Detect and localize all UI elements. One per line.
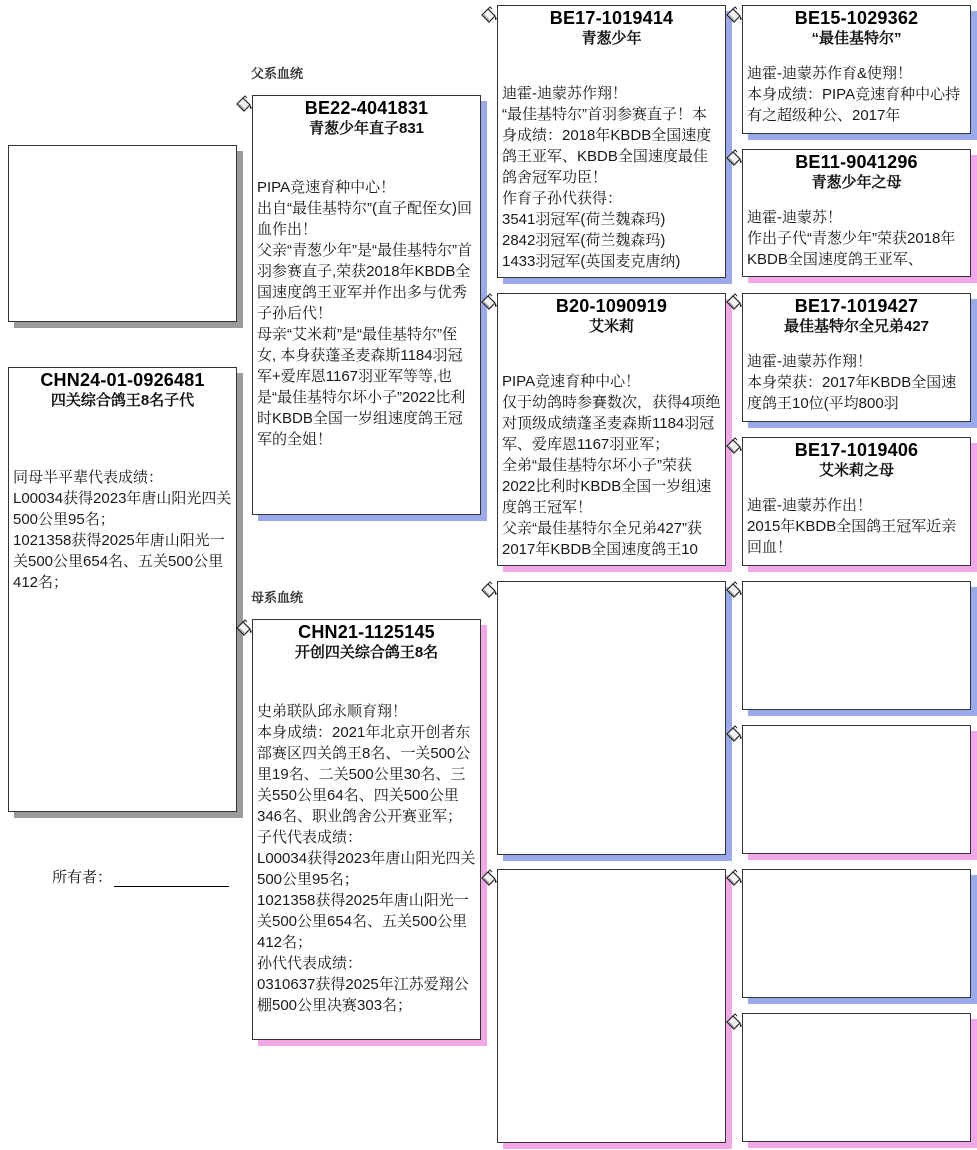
dam-card[interactable] bbox=[252, 619, 481, 1040]
sire-sire-dam-ring-number: BE11-9041296 bbox=[795, 152, 918, 172]
paint-bucket-icon[interactable] bbox=[480, 869, 498, 887]
dam-name: 开创四关综合鸽王8名 bbox=[294, 644, 439, 661]
sire-sire-dam-card[interactable] bbox=[742, 149, 971, 277]
paint-bucket-icon[interactable] bbox=[725, 293, 743, 311]
sire-sire-dam-name: 青葱少年之母 bbox=[811, 174, 902, 191]
sire-dam-dam-name: 艾米莉之母 bbox=[818, 462, 894, 479]
sire-ring-number: BE22-4041831 bbox=[304, 98, 429, 118]
paint-bucket-icon[interactable] bbox=[480, 6, 498, 24]
owner-field[interactable] bbox=[52, 866, 229, 887]
sire-name: 青葱少年直子831 bbox=[308, 120, 425, 137]
paint-bucket-icon[interactable] bbox=[235, 619, 253, 637]
sire-dam-card[interactable] bbox=[497, 293, 726, 566]
sire-dam-name: 艾米莉 bbox=[588, 318, 634, 335]
dam-dam-sire-card[interactable] bbox=[742, 869, 971, 998]
sire-dam-dam-description: 迪霍-迪蒙苏作出！ 2015年KBDB全国鸽王冠军近亲回血！ bbox=[747, 497, 957, 556]
subject-card[interactable] bbox=[8, 367, 237, 812]
sire-dam-ring-number: B20-1090919 bbox=[555, 296, 668, 316]
paint-bucket-icon[interactable] bbox=[480, 581, 498, 599]
sire-sire-sire-description: 迪霍-迪蒙苏作育&使翔！ 本身成绩：PIPA竞速育种中心持有之超级种公、2017年 bbox=[747, 65, 961, 124]
sire-sire-dam-description: 迪霍-迪蒙苏！ 作出子代“青葱少年”荣获2018年KBDB全国速度鸽王亚军、 bbox=[747, 209, 956, 268]
paternal-lineage-label: 父系血统 bbox=[251, 66, 304, 81]
subject-description: 同母半平辈代表成绩： L00034获得2023年唐山阳光四关500公里95名； 1021358获得2025年唐山阳光一关500公里654名、五关500公里412名； bbox=[13, 469, 232, 591]
paint-bucket-icon[interactable] bbox=[725, 581, 743, 599]
sire-card[interactable] bbox=[252, 95, 481, 515]
dam-dam-dam-card[interactable] bbox=[742, 1013, 971, 1142]
dam-sire-sire-card[interactable] bbox=[742, 581, 971, 710]
sire-dam-sire-description: 迪霍-迪蒙苏作翔！ 本身荣获：2017年KBDB全国速度鸽王10位(平均800羽 bbox=[747, 353, 957, 412]
sire-dam-sire-ring-number: BE17-1019427 bbox=[794, 296, 919, 316]
subject-ring-number: CHN24-01-0926481 bbox=[40, 370, 205, 390]
photo-placeholder[interactable] bbox=[8, 145, 237, 322]
paint-bucket-icon[interactable] bbox=[725, 725, 743, 743]
sire-dam-dam-card[interactable] bbox=[742, 437, 971, 566]
paint-bucket-icon[interactable] bbox=[725, 1013, 743, 1031]
owner-label: 所有者： bbox=[52, 869, 113, 886]
dam-sire-card[interactable] bbox=[497, 581, 726, 855]
owner-input-line[interactable] bbox=[114, 870, 229, 887]
sire-sire-description: 迪霍-迪蒙苏作翔！ “最佳基特尔”首羽参赛直子！本身成绩：2018年KBDB全国速度鸽王亚军、KBDB全国速度最佳鸽舍冠军功臣！ 作育子孙代获得： 3541羽冠军(荷兰魏森玛) 2842羽冠军(荷兰魏森玛) 1433羽冠军(英国麦克唐纳) bbox=[502, 85, 712, 270]
paint-bucket-icon[interactable] bbox=[725, 437, 743, 455]
sire-sire-card[interactable] bbox=[497, 5, 726, 278]
sire-description: PIPA竞速育种中心！ 出自“最佳基特尔”(直子配侄女)回血作出！ 父亲“青葱少年”是“最佳基特尔”首羽参赛直子,荣获2018年KBDB全国速度鸽王亚军并作出多与优秀子孙后代！ 母亲“艾米莉”是“最佳基特尔”侄女, 本身获蓬圣麦森斯1184羽冠军+爱库恩1167羽亚军等等,也是“最佳基特尔坏小子”2022比利时KBDB全国一岁组速度鸽王冠军的全姐！ bbox=[257, 179, 472, 448]
sire-sire-sire-ring-number: BE15-1029362 bbox=[794, 8, 919, 28]
sire-dam-sire-card[interactable] bbox=[742, 293, 971, 422]
paint-bucket-icon[interactable] bbox=[725, 149, 743, 167]
dam-description: 史弟联队邱永顺育翔！ 本身成绩：2021年北京开创者东部赛区四关鸽王8名、一关500公里19名、二关500公里30名、三关550公里64名、四关500公里346名、职业鸽舍公开赛亚军； 子代代表成绩： L00034获得2023年唐山阳光四关500公里95名； 1021358获得2025年唐山阳光一关500公里654名、五关500公里412名； 孙代代表成绩： 0310637获得2025年江苏爱翔公棚500公里决赛303名； bbox=[257, 703, 476, 1014]
dam-sire-dam-card[interactable] bbox=[742, 725, 971, 854]
sire-sire-sire-name: “最佳基特尔” bbox=[811, 30, 902, 47]
sire-sire-name: 青葱少年 bbox=[581, 30, 642, 47]
sire-sire-sire-card[interactable] bbox=[742, 5, 971, 134]
dam-dam-card[interactable] bbox=[497, 869, 726, 1143]
paint-bucket-icon[interactable] bbox=[725, 869, 743, 887]
dam-ring-number: CHN21-1125145 bbox=[298, 622, 435, 642]
paint-bucket-icon[interactable] bbox=[480, 293, 498, 311]
sire-dam-dam-ring-number: BE17-1019406 bbox=[794, 440, 919, 460]
sire-sire-ring-number: BE17-1019414 bbox=[549, 8, 674, 28]
sire-dam-sire-name: 最佳基特尔全兄弟427 bbox=[783, 318, 930, 335]
subject-name: 四关综合鸽王8名子代 bbox=[50, 392, 195, 409]
paint-bucket-icon[interactable] bbox=[725, 6, 743, 24]
sire-dam-description: PIPA竞速育种中心！ 仅于幼鸽時参賽数次，获得4项绝对顶级成绩蓬圣麦森斯1184羽冠军、爱库恩1167羽亚军； 全弟“最佳基特尔坏小子”荣获2022比利时KBDB全国一岁组速度鸽王冠军！ 父亲“最佳基特尔全兄弟427”获2017年KBDB全国速度鸽王10 bbox=[502, 373, 721, 558]
maternal-lineage-label: 母系血统 bbox=[251, 590, 304, 605]
paint-bucket-icon[interactable] bbox=[235, 95, 253, 113]
